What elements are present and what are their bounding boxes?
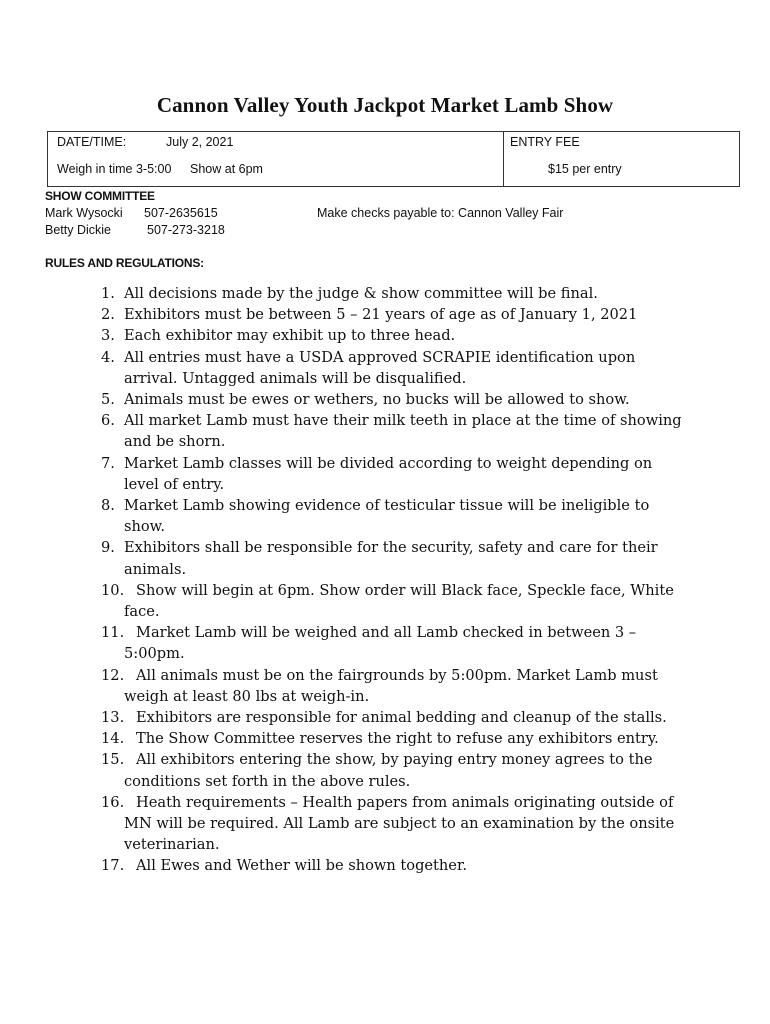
show-time: Show at 6pm	[190, 162, 263, 176]
entry-fee-label: ENTRY FEE	[510, 135, 580, 149]
member-phone: 507-273-3218	[147, 223, 225, 237]
rule-item: 8. Market Lamb showing evidence of testicular tissue will be ineligible to show.	[101, 497, 650, 536]
member-phone: 507-2635615	[144, 206, 218, 220]
rule-item: 11. Market Lamb will be weighed and all Lamb checked in between 3 – 5:00pm.	[101, 624, 637, 663]
date-value: July 2, 2021	[166, 135, 234, 149]
date-label: DATE/TIME:	[57, 135, 127, 149]
rule-item: 6. All market Lamb must have their milk teeth in place at the time of showing and be shorn.	[101, 412, 682, 451]
rule-item: 4. All entries must have a USDA approved SCRAPIE identification upon arrival. Untagged animals will be disqualified.	[101, 348, 636, 387]
weigh-in-time: Weigh in time 3-5:00	[57, 162, 172, 176]
rule-item: 13. Exhibitors are responsible for animal bedding and cleanup of the stalls.	[101, 709, 667, 727]
entry-fee-value: $15 per entry	[548, 162, 622, 176]
committee-heading: SHOW COMMITTEE	[45, 189, 155, 203]
rules-list	[101, 283, 691, 877]
member-name: Betty Dickie	[45, 223, 111, 237]
member-name: Mark Wysocki	[45, 206, 123, 220]
rule-item: 7. Market Lamb classes will be divided according to weight depending on level of entry.	[101, 454, 653, 493]
info-table	[47, 131, 740, 187]
rule-item: 1. All decisions made by the judge & show committee will be final.	[101, 285, 598, 302]
rule-item: 3. Each exhibitor may exhibit up to three head.	[101, 327, 456, 345]
checks-payable-note: Make checks payable to: Cannon Valley Fair	[317, 206, 564, 220]
rule-item: 2. Exhibitors must be between 5 – 21 years of age as of January 1, 2021	[101, 306, 638, 324]
rule-item: 17. All Ewes and Wether will be shown together.	[101, 857, 467, 875]
rule-item: 9. Exhibitors shall be responsible for the security, safety and care for their animals.	[101, 539, 658, 578]
rule-item: 5. Animals must be ewes or wethers, no bucks will be allowed to show.	[101, 391, 630, 409]
document-title: Cannon Valley Youth Jackpot Market Lamb Show	[156, 93, 614, 117]
rule-item: 14. The Show Committee reserves the right to refuse any exhibitors entry.	[101, 730, 659, 748]
rules-heading: RULES AND REGULATIONS:	[45, 256, 204, 270]
rule-item: 10. Show will begin at 6pm. Show order will Black face, Speckle face, White face.	[101, 581, 674, 621]
table-divider	[503, 132, 504, 186]
rule-item: 15. All exhibitors entering the show, by paying entry money agrees to the conditions set forth in the above rules.	[101, 751, 653, 790]
rule-item: 16. Heath requirements – Health papers from animals originating outside of MN will be required. All Lamb are subject to an examination by the onsite veterinarian.	[101, 793, 675, 854]
rule-item: 12. All animals must be on the fairgrounds by 5:00pm. Market Lamb must weigh at least 80 lbs at weigh-in.	[101, 666, 658, 705]
